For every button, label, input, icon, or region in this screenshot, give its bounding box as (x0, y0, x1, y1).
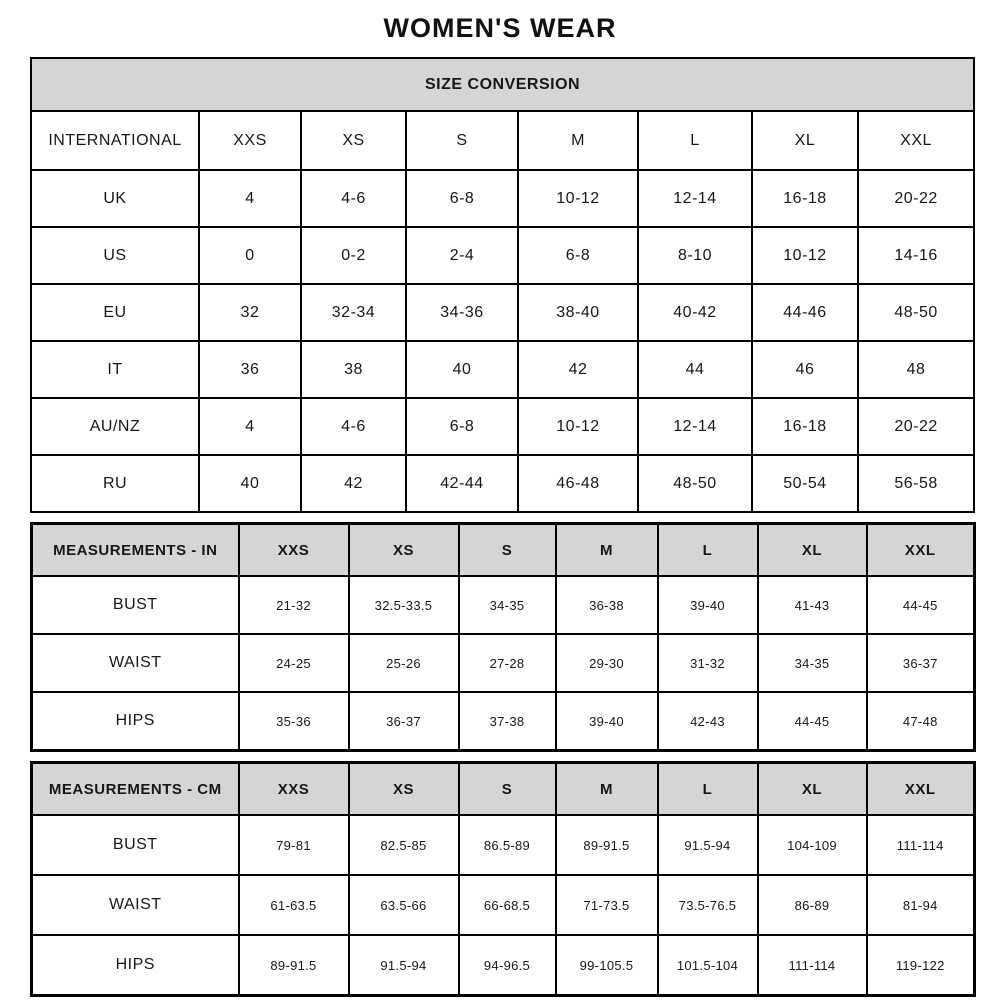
size-cell: 34-36 (406, 284, 518, 341)
measure-cell: 34-35 (459, 576, 556, 634)
size-cell: 44-46 (752, 284, 858, 341)
measure-cell: 89-91.5 (239, 935, 349, 996)
column-header-m: M (556, 524, 658, 577)
measurements-in-header: MEASUREMENTS - IN (32, 524, 239, 577)
size-cell: 56-58 (858, 455, 974, 512)
measure-cell: 104-109 (758, 815, 867, 875)
table-row-bust-in (32, 576, 975, 634)
column-header-s: S (406, 111, 518, 170)
table-row-ru (31, 455, 974, 512)
size-cell: 40 (406, 341, 518, 398)
measurements-cm-table (30, 761, 976, 997)
row-label: RU (31, 455, 199, 512)
measure-cell: 41-43 (758, 576, 867, 634)
column-header-l: L (658, 763, 758, 816)
column-header-s: S (459, 524, 556, 577)
row-label: UK (31, 170, 199, 227)
row-label: HIPS (32, 692, 239, 751)
size-cell: 50-54 (752, 455, 858, 512)
measure-cell: 61-63.5 (239, 875, 349, 935)
size-cell: 38-40 (518, 284, 638, 341)
column-header-xxl: XXL (858, 111, 974, 170)
size-cell: 20-22 (858, 170, 974, 227)
measurements-in-table (30, 522, 976, 752)
column-header-m: M (556, 763, 658, 816)
measure-cell: 35-36 (239, 692, 349, 751)
table-row-eu (31, 284, 974, 341)
measure-cell: 66-68.5 (459, 875, 556, 935)
size-cell: 0-2 (301, 227, 406, 284)
table-row-hips-in (32, 692, 975, 751)
size-cell: 42-44 (406, 455, 518, 512)
size-cell: 48-50 (858, 284, 974, 341)
column-header-l: L (658, 524, 758, 577)
table-row (32, 763, 975, 816)
row-label: BUST (32, 576, 239, 634)
size-cell: 10-12 (518, 170, 638, 227)
table-row-us (31, 227, 974, 284)
measure-cell: 27-28 (459, 634, 556, 692)
size-cell: 40 (199, 455, 301, 512)
column-header-xl: XL (758, 524, 867, 577)
size-cell: 48 (858, 341, 974, 398)
table-row (32, 524, 975, 577)
size-cell: 16-18 (752, 398, 858, 455)
measure-cell: 39-40 (658, 576, 758, 634)
page-title: WOMEN'S WEAR (383, 13, 617, 43)
size-cell: 10-12 (518, 398, 638, 455)
measure-cell: 63.5-66 (349, 875, 459, 935)
column-header-xs: XS (349, 524, 459, 577)
size-cell: 46-48 (518, 455, 638, 512)
table-row-uk (31, 170, 974, 227)
table-row-aunz (31, 398, 974, 455)
size-cell: 40-42 (638, 284, 752, 341)
size-conversion-header: SIZE CONVERSION (31, 58, 974, 111)
row-label: AU/NZ (31, 398, 199, 455)
column-header-l: L (638, 111, 752, 170)
measure-cell: 44-45 (867, 576, 975, 634)
size-cell: 12-14 (638, 170, 752, 227)
table-row-bust-cm (32, 815, 975, 875)
size-cell: 32 (199, 284, 301, 341)
table-row-it (31, 341, 974, 398)
measure-cell: 37-38 (459, 692, 556, 751)
measure-cell: 91.5-94 (349, 935, 459, 996)
column-header-m: M (518, 111, 638, 170)
size-cell: 42 (518, 341, 638, 398)
measure-cell: 36-37 (349, 692, 459, 751)
measure-cell: 34-35 (758, 634, 867, 692)
size-cell: 4 (199, 170, 301, 227)
measure-cell: 36-38 (556, 576, 658, 634)
column-header-xxl: XXL (867, 524, 975, 577)
size-cell: 16-18 (752, 170, 858, 227)
row-label: WAIST (32, 875, 239, 935)
measurements-cm-header: MEASUREMENTS - CM (32, 763, 239, 816)
size-cell: 8-10 (638, 227, 752, 284)
measure-cell: 111-114 (758, 935, 867, 996)
size-cell: 10-12 (752, 227, 858, 284)
table-row-hips-cm (32, 935, 975, 996)
size-cell: 42 (301, 455, 406, 512)
row-label: US (31, 227, 199, 284)
measure-cell: 91.5-94 (658, 815, 758, 875)
size-conversion-table (30, 57, 975, 513)
measure-cell: 29-30 (556, 634, 658, 692)
measure-cell: 86-89 (758, 875, 867, 935)
size-cell: 48-50 (638, 455, 752, 512)
column-header-xl: XL (758, 763, 867, 816)
column-header-s: S (459, 763, 556, 816)
size-cell: 38 (301, 341, 406, 398)
row-label: BUST (32, 815, 239, 875)
column-header-xxs: XXS (199, 111, 301, 170)
size-cell: 6-8 (406, 170, 518, 227)
measure-cell: 86.5-89 (459, 815, 556, 875)
size-cell: 32-34 (301, 284, 406, 341)
measure-cell: 89-91.5 (556, 815, 658, 875)
size-cell: 6-8 (406, 398, 518, 455)
size-cell: 44 (638, 341, 752, 398)
row-label: HIPS (32, 935, 239, 996)
measure-cell: 101.5-104 (658, 935, 758, 996)
size-cell: 12-14 (638, 398, 752, 455)
column-header-xs: XS (349, 763, 459, 816)
measure-cell: 71-73.5 (556, 875, 658, 935)
measure-cell: 24-25 (239, 634, 349, 692)
measure-cell: 73.5-76.5 (658, 875, 758, 935)
column-header-xxs: XXS (239, 524, 349, 577)
measure-cell: 44-45 (758, 692, 867, 751)
size-cell: 46 (752, 341, 858, 398)
size-cell: 4-6 (301, 170, 406, 227)
size-cell: 4 (199, 398, 301, 455)
size-cell: 6-8 (518, 227, 638, 284)
measure-cell: 47-48 (867, 692, 975, 751)
size-cell: 14-16 (858, 227, 974, 284)
column-header-xl: XL (752, 111, 858, 170)
measure-cell: 99-105.5 (556, 935, 658, 996)
measure-cell: 25-26 (349, 634, 459, 692)
size-cell: 20-22 (858, 398, 974, 455)
column-header-xxs: XXS (239, 763, 349, 816)
measure-cell: 42-43 (658, 692, 758, 751)
measure-cell: 36-37 (867, 634, 975, 692)
column-header-xxl: XXL (867, 763, 975, 816)
table-row (31, 111, 974, 170)
column-header-xs: XS (301, 111, 406, 170)
measure-cell: 32.5-33.5 (349, 576, 459, 634)
column-header-international: INTERNATIONAL (31, 111, 199, 170)
size-cell: 0 (199, 227, 301, 284)
measure-cell: 82.5-85 (349, 815, 459, 875)
row-label: IT (31, 341, 199, 398)
size-cell: 4-6 (301, 398, 406, 455)
row-label: WAIST (32, 634, 239, 692)
measure-cell: 81-94 (867, 875, 975, 935)
table-row (31, 58, 974, 111)
measure-cell: 79-81 (239, 815, 349, 875)
table-row-waist-cm (32, 875, 975, 935)
measure-cell: 39-40 (556, 692, 658, 751)
measure-cell: 111-114 (867, 815, 975, 875)
row-label: EU (31, 284, 199, 341)
measure-cell: 119-122 (867, 935, 975, 996)
measure-cell: 21-32 (239, 576, 349, 634)
measure-cell: 94-96.5 (459, 935, 556, 996)
size-cell: 2-4 (406, 227, 518, 284)
size-cell: 36 (199, 341, 301, 398)
table-row-waist-in (32, 634, 975, 692)
measure-cell: 31-32 (658, 634, 758, 692)
